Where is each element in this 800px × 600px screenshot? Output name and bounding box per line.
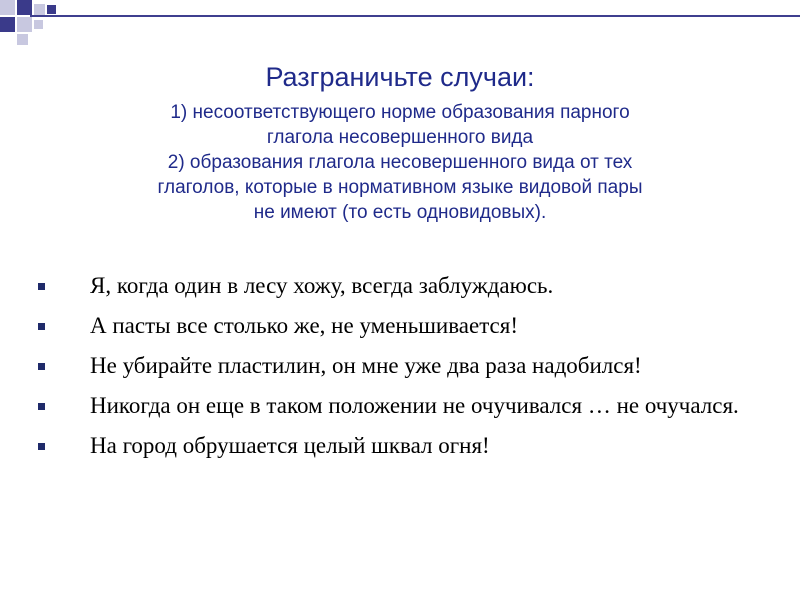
- corner-square: [17, 17, 32, 32]
- bullet-item: [38, 308, 778, 344]
- subtitle-line: не имеют (то есть одновидовых).: [253, 202, 547, 223]
- square-bullet-icon: [38, 363, 45, 370]
- bullet-item: [38, 388, 778, 424]
- bullet-text: А пасты все столько же, не уменьшивается!: [90, 313, 518, 338]
- square-bullet-icon: [38, 443, 45, 450]
- bullet-text: На город обрушается целый шквал огня!: [90, 433, 490, 458]
- corner-square: [17, 34, 28, 45]
- subtitle-line: глаголов, которые в нормативном языке видовой пары: [157, 177, 643, 198]
- bullet-list: [38, 268, 778, 468]
- subtitle-line: 2) образования глагола несовершенного вида от тех: [167, 152, 633, 173]
- corner-square: [34, 20, 43, 29]
- header-rule: [30, 15, 800, 17]
- bullet-text: Никогда он еще в таком положении не очучивался … не очучался.: [90, 393, 739, 418]
- corner-square: [34, 4, 45, 15]
- subtitle-line: 1) несоответствующего норме образования парного: [170, 102, 630, 123]
- square-bullet-icon: [38, 283, 45, 290]
- bullet-text: Не убирайте пластилин, он мне уже два раза надобился!: [90, 353, 642, 378]
- bullet-text: Я, когда один в лесу хожу, всегда заблуждаюсь.: [90, 273, 554, 298]
- corner-square: [17, 0, 32, 15]
- corner-square: [47, 5, 56, 14]
- bullet-item: [38, 428, 778, 464]
- subtitle-line: глагола несовершенного вида: [266, 127, 534, 148]
- square-bullet-icon: [38, 403, 45, 410]
- bullet-item: [38, 268, 778, 304]
- corner-square: [0, 0, 15, 15]
- bullet-item: [38, 348, 778, 384]
- title-block: [40, 60, 760, 225]
- corner-square: [0, 17, 15, 32]
- decorative-corner-squares: [0, 0, 70, 50]
- slide-title: Разграничьте случаи:: [265, 62, 535, 92]
- square-bullet-icon: [38, 323, 45, 330]
